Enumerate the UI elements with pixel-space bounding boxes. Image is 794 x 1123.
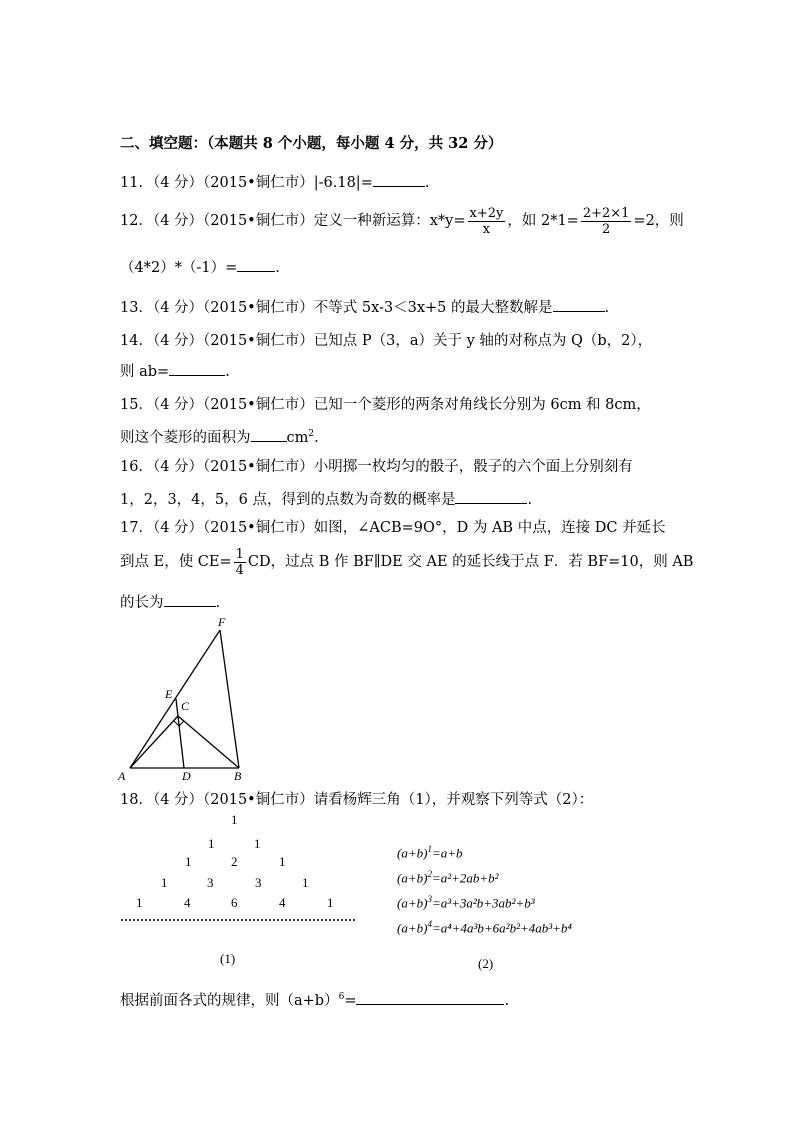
triangle-entry: 1 (161, 875, 168, 890)
label-A: A (118, 769, 126, 783)
triangle-entry: 1 (208, 836, 215, 851)
expansion-lhs: (a+b) (397, 895, 428, 911)
label-C: C (181, 699, 190, 713)
question-12-text-b: ，如 2*1= (507, 213, 579, 229)
triangle-figure (112, 612, 272, 787)
answer-blank[interactable] (251, 427, 287, 442)
question-17-text-b: CD，过点 B 作 BF∥DE 交 AE 的延长线于点 F．若 BF=10，则 AB (247, 554, 694, 570)
expansion-lhs: (a+b) (397, 845, 428, 861)
question-12-text: 12．（4 分）（2015•铜仁市）定义一种新运算：x*y= (120, 213, 466, 229)
unit: cm (286, 429, 309, 446)
question-17-text-c: 的长为 (120, 595, 164, 611)
period: . (314, 429, 319, 446)
expansion-3 (397, 892, 535, 910)
question-12 (120, 205, 684, 237)
triangle-entry: 4 (279, 895, 286, 910)
fraction-one-quarter (234, 547, 246, 578)
question-15: 15．（4 分）（2015•铜仁市）已知一个菱形的两条对角线长分别为 6cm 和 8cm， (120, 397, 651, 413)
label-D: D (182, 769, 191, 783)
question-11 (120, 172, 429, 193)
triangle-entry: 2 (231, 854, 238, 869)
dotted-continuation-line (120, 918, 356, 922)
fraction-denominator: 2 (601, 221, 611, 237)
label-B: B (234, 769, 242, 783)
triangle-entry: 1 (231, 812, 238, 827)
label-F: F (218, 615, 226, 629)
answer-blank[interactable] (373, 172, 425, 187)
answer-blank[interactable] (237, 257, 275, 272)
fraction-denominator: x (482, 221, 491, 237)
question-17-line-3 (120, 592, 220, 613)
question-18: 18．（4 分）（2015•铜仁市）请看杨辉三角（1），并观察下列等式（2）： (120, 792, 594, 808)
question-14-line-2 (120, 361, 230, 382)
triangle-entry: 4 (184, 895, 191, 910)
fraction-x-plus-2y-over-x (468, 206, 506, 237)
question-13 (120, 297, 609, 318)
question-15-line-2 (120, 424, 319, 448)
expansion-1 (397, 842, 462, 860)
fraction-denominator: 4 (235, 562, 244, 578)
triangle-entry: 1 (302, 875, 309, 890)
period: . (504, 992, 510, 1009)
triangle-entry: 1 (136, 895, 143, 910)
segment-FB (220, 630, 239, 768)
period: . (527, 492, 533, 508)
fraction-numerator: 1 (235, 546, 244, 562)
question-14-text: 则 ab= (120, 364, 170, 380)
exponent: 4 (427, 919, 432, 929)
triangle-entry: 3 (255, 875, 262, 890)
answer-blank[interactable] (455, 489, 527, 504)
fraction-numerator: 2+2×1 (582, 205, 630, 221)
label-E: E (165, 687, 173, 701)
segment-AC (130, 716, 178, 768)
exponent: 6 (338, 992, 345, 1002)
segment-CB (178, 716, 239, 768)
fraction-example (581, 206, 632, 237)
fraction-numerator: x+2y (469, 205, 504, 221)
expansion-rhs: =a³+3a²b+3ab²+b³ (431, 895, 535, 911)
question-17: 17．（4 分）（2015•铜仁市）如图，∠ACB=9O°，D 为 AB 中点，连接 DC 并延长 (120, 520, 666, 536)
question-12-text-c: =2，则 (633, 213, 684, 229)
question-18-final-text: 根据前面各式的规律，则（a+b） (120, 992, 339, 1009)
period: . (424, 175, 430, 191)
expansion-rhs: =a²+2ab+b² (431, 870, 499, 886)
period: . (275, 260, 280, 276)
segment-AF (130, 630, 220, 768)
caption-2: (2) (478, 956, 494, 971)
question-12-line-2 (120, 257, 280, 278)
triangle-entry: 1 (254, 836, 261, 851)
expansion-lhs: (a+b) (397, 920, 428, 936)
answer-blank[interactable] (553, 297, 605, 312)
question-14: 14．（4 分）（2015•铜仁市）已知点 P（3，a）关于 y 轴的对称点为 Q（b，2）， (120, 333, 653, 349)
equals-sign: = (344, 992, 357, 1009)
question-16-text: 1，2，3，4，5，6 点，得到的点数为奇数的概率是 (120, 492, 456, 508)
triangle-entry: 1 (327, 895, 334, 910)
triangle-entry: 1 (279, 854, 286, 869)
exponent: 1 (427, 844, 432, 854)
period: . (225, 364, 230, 380)
expansion-lhs: (a+b) (397, 870, 428, 886)
section-heading: 二、填空题：（本题共 8 个小题，每小题 4 分，共 32 分） (120, 135, 503, 152)
answer-blank[interactable] (169, 361, 225, 376)
question-16: 16．（4 分）（2015•铜仁市）小明掷一枚均匀的骰子，骰子的六个面上分别刻有 (120, 459, 633, 475)
triangle-entry: 6 (231, 895, 238, 910)
unit-exponent: 2 (308, 429, 315, 439)
caption-1: (1) (220, 951, 236, 966)
period: . (215, 595, 221, 611)
question-16-line-2 (120, 489, 532, 510)
question-15-text: 则这个菱形的面积为 (120, 429, 251, 446)
expansion-rhs: =a⁴+4a³b+6a²b²+4ab³+b⁴ (431, 920, 572, 936)
expansion-rhs: =a+b (431, 845, 463, 861)
question-17-text-a: 到点 E，使 CE= (120, 554, 232, 570)
exponent: 2 (427, 869, 432, 879)
answer-blank[interactable] (356, 990, 504, 1005)
expansion-2 (397, 867, 499, 885)
period: . (604, 300, 610, 316)
question-12-expression: （4*2）*（-1）= (120, 260, 238, 276)
answer-blank[interactable] (164, 592, 216, 607)
exponent: 3 (427, 894, 432, 904)
question-11-text: 11．（4 分）（2015•铜仁市）|-6.18|= (120, 175, 373, 191)
question-17-line-2 (120, 546, 693, 578)
triangle-entry: 3 (207, 875, 214, 890)
triangle-entry: 1 (185, 854, 192, 869)
expansion-4 (397, 917, 572, 935)
question-13-text: 13．（4 分）（2015•铜仁市）不等式 5x-3＜3x+5 的最大整数解是 (120, 300, 553, 316)
question-18-final (120, 987, 509, 1011)
